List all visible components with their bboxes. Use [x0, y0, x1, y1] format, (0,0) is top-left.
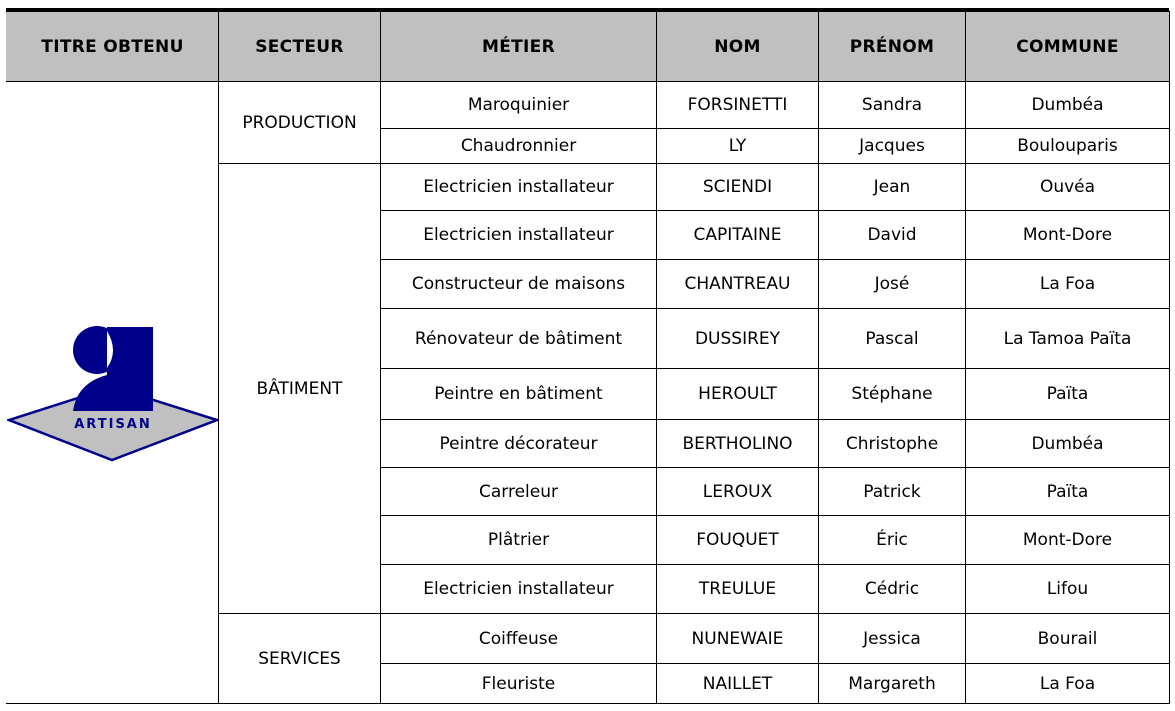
table-header-row	[7, 12, 1170, 82]
commune-cell: Ouvéa	[966, 164, 1170, 211]
prenom-cell: Jessica	[819, 614, 966, 664]
commune-cell: Boulouparis	[966, 129, 1170, 164]
commune-cell: Dumbéa	[966, 420, 1170, 468]
nom-cell: LEROUX	[657, 468, 819, 516]
metier-cell: Fleuriste	[381, 664, 657, 704]
prenom-cell: Jacques	[819, 129, 966, 164]
nom-cell: FOUQUET	[657, 516, 819, 565]
prenom-cell: Éric	[819, 516, 966, 565]
metier-cell: Constructeur de maisons	[381, 260, 657, 309]
prenom-cell: Christophe	[819, 420, 966, 468]
header-titre-obtenu: TITRE OBTENU	[7, 12, 219, 82]
nom-cell: BERTHOLINO	[657, 420, 819, 468]
nom-cell: DUSSIREY	[657, 309, 819, 369]
commune-cell: Mont-Dore	[966, 516, 1170, 565]
prenom-cell: David	[819, 211, 966, 260]
nom-cell: CHANTREAU	[657, 260, 819, 309]
commune-cell: Bourail	[966, 614, 1170, 664]
commune-cell: Païta	[966, 369, 1170, 420]
commune-cell: Lifou	[966, 565, 1170, 614]
commune-cell: Païta	[966, 468, 1170, 516]
metier-cell: Maroquinier	[381, 82, 657, 129]
artisans-table	[6, 11, 1170, 704]
metier-cell: Plâtrier	[381, 516, 657, 565]
nom-cell: NAILLET	[657, 664, 819, 704]
nom-cell: TREULUE	[657, 565, 819, 614]
metier-cell: Carreleur	[381, 468, 657, 516]
nom-cell: NUNEWAIE	[657, 614, 819, 664]
nom-cell: FORSINETTI	[657, 82, 819, 129]
titre-obtenu-cell	[7, 82, 219, 704]
sector-production: PRODUCTION	[219, 82, 381, 164]
header-commune: COMMUNE	[966, 12, 1170, 82]
commune-cell: La Foa	[966, 260, 1170, 309]
prenom-cell: Cédric	[819, 565, 966, 614]
commune-cell: La Foa	[966, 664, 1170, 704]
prenom-cell: Pascal	[819, 309, 966, 369]
nom-cell: CAPITAINE	[657, 211, 819, 260]
metier-cell: Rénovateur de bâtiment	[381, 309, 657, 369]
header-nom: NOM	[657, 12, 819, 82]
prenom-cell: Stéphane	[819, 369, 966, 420]
artisan-logo-icon	[7, 323, 218, 463]
commune-cell: Dumbéa	[966, 82, 1170, 129]
nom-cell: HEROULT	[657, 369, 819, 420]
prenom-cell: Patrick	[819, 468, 966, 516]
metier-cell: Electricien installateur	[381, 164, 657, 211]
nom-cell: SCIENDI	[657, 164, 819, 211]
metier-cell: Peintre décorateur	[381, 420, 657, 468]
prenom-cell: Sandra	[819, 82, 966, 129]
header-prenom: PRÉNOM	[819, 12, 966, 82]
artisan-logo	[7, 323, 218, 463]
metier-cell: Chaudronnier	[381, 129, 657, 164]
prenom-cell: José	[819, 260, 966, 309]
metier-cell: Coiffeuse	[381, 614, 657, 664]
metier-cell: Peintre en bâtiment	[381, 369, 657, 420]
metier-cell: Electricien installateur	[381, 211, 657, 260]
metier-cell: Electricien installateur	[381, 565, 657, 614]
table-row	[7, 82, 1170, 129]
commune-cell: Mont-Dore	[966, 211, 1170, 260]
sector-batiment: BÂTIMENT	[219, 164, 381, 614]
prenom-cell: Jean	[819, 164, 966, 211]
prenom-cell: Margareth	[819, 664, 966, 704]
header-secteur: SECTEUR	[219, 12, 381, 82]
sector-services: SERVICES	[219, 614, 381, 704]
commune-cell: La Tamoa Païta	[966, 309, 1170, 369]
header-metier: MÉTIER	[381, 12, 657, 82]
nom-cell: LY	[657, 129, 819, 164]
logo-text: ARTISAN	[74, 416, 152, 432]
